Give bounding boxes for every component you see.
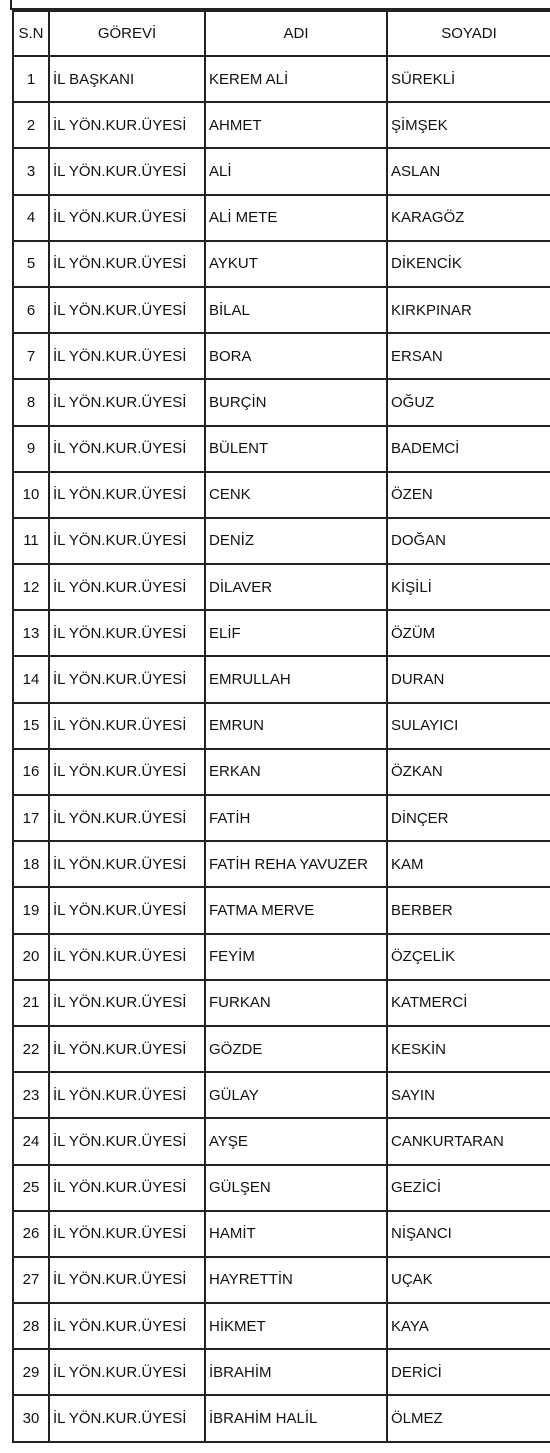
header-sn: S.N <box>13 11 49 56</box>
cell-sn: 9 <box>13 426 49 472</box>
cell-adi: DİLAVER <box>205 564 387 610</box>
cell-gorevi: İL YÖN.KUR.ÜYESİ <box>49 934 205 980</box>
cell-adi: HAMİT <box>205 1211 387 1257</box>
cell-sn: 14 <box>13 656 49 702</box>
cell-sn: 29 <box>13 1349 49 1395</box>
cell-gorevi: İL YÖN.KUR.ÜYESİ <box>49 703 205 749</box>
cell-soyadi: KİŞİLİ <box>387 564 550 610</box>
cell-sn: 1 <box>13 56 49 102</box>
cell-sn: 27 <box>13 1257 49 1303</box>
cell-sn: 22 <box>13 1026 49 1072</box>
cell-soyadi: ASLAN <box>387 148 550 194</box>
cell-soyadi: GEZİCİ <box>387 1165 550 1211</box>
cell-adi: BORA <box>205 333 387 379</box>
cell-soyadi: DOĞAN <box>387 518 550 564</box>
cell-adi: FATİH REHA YAVUZER <box>205 841 387 887</box>
table-row <box>13 472 550 518</box>
table-row <box>13 887 550 933</box>
cell-adi: GÖZDE <box>205 1026 387 1072</box>
cell-gorevi: İL YÖN.KUR.ÜYESİ <box>49 195 205 241</box>
header-soyadi: SOYADI <box>387 11 550 56</box>
cell-adi: GÜLAY <box>205 1072 387 1118</box>
cell-soyadi: NİŞANCI <box>387 1211 550 1257</box>
cell-adi: BİLAL <box>205 287 387 333</box>
cell-adi: ERKAN <box>205 749 387 795</box>
cell-gorevi: İL YÖN.KUR.ÜYESİ <box>49 148 205 194</box>
table-row <box>13 1211 550 1257</box>
table-row <box>13 1026 550 1072</box>
table-row <box>13 102 550 148</box>
cell-gorevi: İL YÖN.KUR.ÜYESİ <box>49 980 205 1026</box>
cell-sn: 11 <box>13 518 49 564</box>
table-header <box>13 11 550 56</box>
table-body <box>13 56 550 1442</box>
cell-soyadi: ERSAN <box>387 333 550 379</box>
cell-soyadi: KATMERCİ <box>387 980 550 1026</box>
table-row <box>13 1257 550 1303</box>
cell-gorevi: İL YÖN.KUR.ÜYESİ <box>49 1118 205 1164</box>
cell-gorevi: İL YÖN.KUR.ÜYESİ <box>49 1072 205 1118</box>
cell-soyadi: ÖZEN <box>387 472 550 518</box>
cell-gorevi: İL YÖN.KUR.ÜYESİ <box>49 656 205 702</box>
cell-gorevi: İL YÖN.KUR.ÜYESİ <box>49 426 205 472</box>
cell-adi: BÜLENT <box>205 426 387 472</box>
cell-adi: FURKAN <box>205 980 387 1026</box>
cell-adi: DENİZ <box>205 518 387 564</box>
cell-soyadi: KARAGÖZ <box>387 195 550 241</box>
cell-gorevi: İL YÖN.KUR.ÜYESİ <box>49 841 205 887</box>
cell-gorevi: İL YÖN.KUR.ÜYESİ <box>49 102 205 148</box>
table-row <box>13 195 550 241</box>
cell-adi: ELİF <box>205 610 387 656</box>
table-row <box>13 241 550 287</box>
cell-adi: AYŞE <box>205 1118 387 1164</box>
cell-gorevi: İL YÖN.KUR.ÜYESİ <box>49 1349 205 1395</box>
cell-sn: 25 <box>13 1165 49 1211</box>
cell-sn: 21 <box>13 980 49 1026</box>
cell-soyadi: ÖZÇELİK <box>387 934 550 980</box>
cell-soyadi: CANKURTARAN <box>387 1118 550 1164</box>
header-row <box>13 11 550 56</box>
member-table <box>12 10 550 1443</box>
cell-adi: CENK <box>205 472 387 518</box>
table-row <box>13 1118 550 1164</box>
cell-gorevi: İL YÖN.KUR.ÜYESİ <box>49 472 205 518</box>
table-row <box>13 287 550 333</box>
cell-gorevi: İL YÖN.KUR.ÜYESİ <box>49 749 205 795</box>
table-row <box>13 841 550 887</box>
cell-sn: 6 <box>13 287 49 333</box>
cell-soyadi: BADEMCİ <box>387 426 550 472</box>
cell-gorevi: İL YÖN.KUR.ÜYESİ <box>49 379 205 425</box>
cell-soyadi: OĞUZ <box>387 379 550 425</box>
header-adi: ADI <box>205 11 387 56</box>
table-row <box>13 1072 550 1118</box>
cell-sn: 2 <box>13 102 49 148</box>
cell-sn: 18 <box>13 841 49 887</box>
table-row <box>13 703 550 749</box>
cell-gorevi: İL YÖN.KUR.ÜYESİ <box>49 1211 205 1257</box>
cell-sn: 28 <box>13 1303 49 1349</box>
cell-adi: ALİ <box>205 148 387 194</box>
table-row <box>13 934 550 980</box>
cell-soyadi: KAYA <box>387 1303 550 1349</box>
cell-adi: FEYİM <box>205 934 387 980</box>
cell-sn: 5 <box>13 241 49 287</box>
cell-gorevi: İL YÖN.KUR.ÜYESİ <box>49 1026 205 1072</box>
cell-adi: HAYRETTİN <box>205 1257 387 1303</box>
cell-sn: 13 <box>13 610 49 656</box>
cell-gorevi: İL YÖN.KUR.ÜYESİ <box>49 1395 205 1441</box>
cell-sn: 20 <box>13 934 49 980</box>
table-row <box>13 656 550 702</box>
cell-adi: BURÇİN <box>205 379 387 425</box>
cell-adi: İBRAHİM HALİL <box>205 1395 387 1441</box>
cell-soyadi: KESKİN <box>387 1026 550 1072</box>
cell-sn: 8 <box>13 379 49 425</box>
cell-sn: 3 <box>13 148 49 194</box>
cell-sn: 10 <box>13 472 49 518</box>
cell-gorevi: İL YÖN.KUR.ÜYESİ <box>49 518 205 564</box>
cell-soyadi: SULAYICI <box>387 703 550 749</box>
cell-sn: 30 <box>13 1395 49 1441</box>
table-row <box>13 1395 550 1441</box>
cell-soyadi: ÖZÜM <box>387 610 550 656</box>
cell-adi: EMRUN <box>205 703 387 749</box>
cell-sn: 15 <box>13 703 49 749</box>
table-row <box>13 56 550 102</box>
cell-gorevi: İL YÖN.KUR.ÜYESİ <box>49 1257 205 1303</box>
cell-soyadi: ÖLMEZ <box>387 1395 550 1441</box>
cell-soyadi: KIRKPINAR <box>387 287 550 333</box>
table-row <box>13 333 550 379</box>
cell-gorevi: İL YÖN.KUR.ÜYESİ <box>49 333 205 379</box>
cell-soyadi: BERBER <box>387 887 550 933</box>
cell-soyadi: SÜREKLİ <box>387 56 550 102</box>
table-row <box>13 749 550 795</box>
cell-gorevi: İL YÖN.KUR.ÜYESİ <box>49 241 205 287</box>
cell-soyadi: ÖZKAN <box>387 749 550 795</box>
table-row <box>13 795 550 841</box>
cell-soyadi: SAYIN <box>387 1072 550 1118</box>
cell-sn: 4 <box>13 195 49 241</box>
table-row <box>13 1165 550 1211</box>
cell-sn: 7 <box>13 333 49 379</box>
cell-gorevi: İL YÖN.KUR.ÜYESİ <box>49 1303 205 1349</box>
cell-gorevi: İL YÖN.KUR.ÜYESİ <box>49 795 205 841</box>
cell-adi: ALİ METE <box>205 195 387 241</box>
cell-gorevi: İL YÖN.KUR.ÜYESİ <box>49 610 205 656</box>
cell-sn: 24 <box>13 1118 49 1164</box>
table-row <box>13 518 550 564</box>
table-row <box>13 1303 550 1349</box>
cell-adi: HİKMET <box>205 1303 387 1349</box>
cell-adi: AHMET <box>205 102 387 148</box>
cell-soyadi: DERİCİ <box>387 1349 550 1395</box>
cell-adi: KEREM ALİ <box>205 56 387 102</box>
cell-soyadi: DİNÇER <box>387 795 550 841</box>
table-row <box>13 426 550 472</box>
cell-adi: İBRAHİM <box>205 1349 387 1395</box>
cell-sn: 16 <box>13 749 49 795</box>
cell-soyadi: ŞİMŞEK <box>387 102 550 148</box>
cell-sn: 17 <box>13 795 49 841</box>
cell-adi: AYKUT <box>205 241 387 287</box>
cell-adi: GÜLŞEN <box>205 1165 387 1211</box>
table-row <box>13 610 550 656</box>
cell-gorevi: İL YÖN.KUR.ÜYESİ <box>49 564 205 610</box>
cell-soyadi: UÇAK <box>387 1257 550 1303</box>
table-row <box>13 148 550 194</box>
table-row <box>13 564 550 610</box>
table-row <box>13 1349 550 1395</box>
cell-soyadi: DURAN <box>387 656 550 702</box>
top-rule <box>10 0 550 10</box>
cell-sn: 19 <box>13 887 49 933</box>
table-row <box>13 379 550 425</box>
cell-gorevi: İL YÖN.KUR.ÜYESİ <box>49 1165 205 1211</box>
cell-soyadi: KAM <box>387 841 550 887</box>
cell-adi: FATİH <box>205 795 387 841</box>
cell-gorevi: İL YÖN.KUR.ÜYESİ <box>49 887 205 933</box>
cell-gorevi: İL YÖN.KUR.ÜYESİ <box>49 287 205 333</box>
cell-adi: FATMA MERVE <box>205 887 387 933</box>
header-gorevi: GÖREVİ <box>49 11 205 56</box>
cell-sn: 26 <box>13 1211 49 1257</box>
cell-adi: EMRULLAH <box>205 656 387 702</box>
cell-sn: 12 <box>13 564 49 610</box>
cell-sn: 23 <box>13 1072 49 1118</box>
cell-soyadi: DİKENCİK <box>387 241 550 287</box>
cell-gorevi: İL BAŞKANI <box>49 56 205 102</box>
table-row <box>13 980 550 1026</box>
